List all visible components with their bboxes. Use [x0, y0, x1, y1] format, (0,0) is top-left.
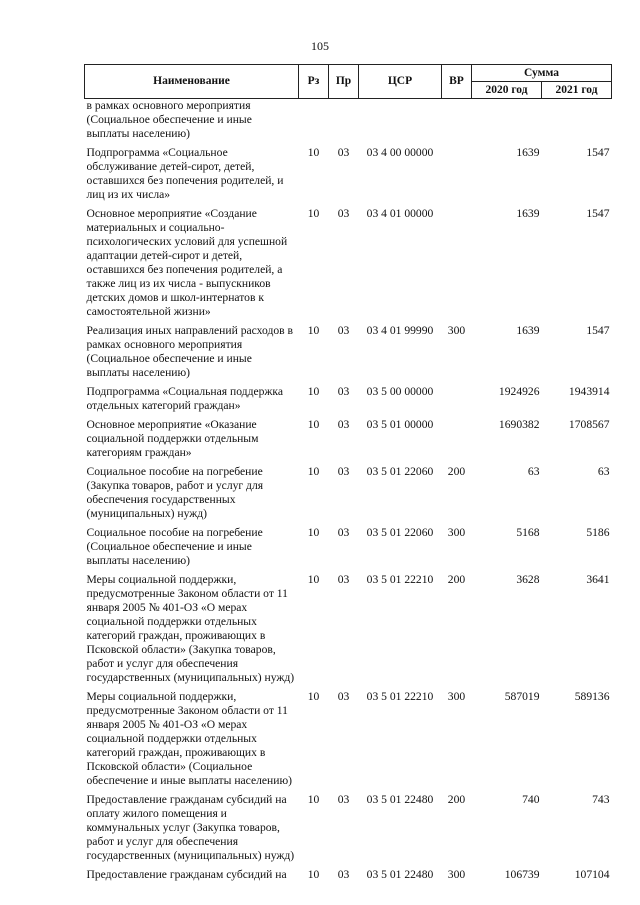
cell-csr: 03 5 01 22060 [366, 465, 434, 478]
cell-rz: 10 [307, 146, 320, 159]
cell-pr: 03 [337, 146, 350, 159]
table-row [85, 385, 612, 418]
header-year-2021: 2021 год [542, 82, 612, 99]
cell-csr: 03 4 00 00000 [366, 146, 434, 159]
cell-sum-2021: 743 [592, 793, 610, 806]
cell-vr: 200 [447, 465, 466, 478]
budget-table [84, 64, 612, 887]
cell-csr: 03 5 00 00000 [366, 385, 434, 398]
cell-pr: 03 [337, 690, 350, 703]
cell-pr: 03 [337, 868, 350, 881]
cell-sum-2020: 5168 [516, 526, 540, 539]
cell-pr: 03 [337, 465, 350, 478]
cell-sum-2021: 1943914 [568, 385, 610, 398]
cell-rz: 10 [307, 526, 320, 539]
cell-sum-2020: 1690382 [498, 418, 540, 431]
cell-csr: 03 4 01 99990 [366, 324, 434, 337]
cell-csr: 03 5 01 22210 [366, 573, 434, 586]
cell-sum-2020: 63 [527, 465, 540, 478]
cell-vr: 300 [447, 324, 466, 337]
cell-pr: 03 [337, 793, 350, 806]
cell-sum-2021: 1547 [586, 324, 610, 337]
header-name: Наименование [85, 65, 299, 99]
cell-rz: 10 [307, 418, 320, 431]
cell-rz: 10 [307, 573, 320, 586]
cell-name: Меры социальной поддержки, предусмотренные Законом области от 11 января 2005 № 401-ОЗ «О мерах социальной поддержки отдельных категорий граждан, проживающих в Псковской области» (Социальное обеспечение и иные выплаты населению) [86, 690, 292, 787]
cell-csr: 03 4 01 00000 [366, 207, 434, 220]
cell-sum-2021: 1547 [586, 207, 610, 220]
cell-sum-2020: 1639 [516, 324, 540, 337]
cell-name: Основное мероприятие «Оказание социальной поддержки отдельным категориям граждан» [86, 418, 259, 459]
table-header [85, 65, 612, 99]
header-vr: ВР [442, 65, 472, 99]
cell-sum-2021: 3641 [586, 573, 610, 586]
cell-name: Предоставление гражданам субсидий на оплату жилого помещения и коммунальных услуг (Закупка товаров, работ и услуг для обеспечения государственных (муниципальных) нужд) [86, 793, 295, 862]
cell-pr: 03 [337, 207, 350, 220]
table-row [85, 207, 612, 324]
header-sum: Сумма [472, 65, 612, 82]
table-row [85, 146, 612, 207]
cell-vr [442, 146, 472, 207]
header-csr: ЦСР [359, 65, 442, 99]
table-row [85, 690, 612, 793]
table-row [85, 324, 612, 385]
cell-sum-2021: 5186 [586, 526, 610, 539]
cell-vr: 200 [447, 573, 466, 586]
cell-name: Реализация иных направлений расходов в рамках основного мероприятия (Социальное обеспечение и иные выплаты населению) [86, 324, 293, 379]
cell-sum-2021: 1708567 [568, 418, 610, 431]
cell-sum-2021: 1547 [586, 146, 610, 159]
table-row [85, 465, 612, 526]
table-row [85, 573, 612, 690]
cell-vr: 200 [447, 793, 466, 806]
cell-pr: 03 [337, 324, 350, 337]
continuation-row [85, 99, 612, 147]
cell-rz: 10 [307, 690, 320, 703]
cell-sum-2021: 107104 [574, 868, 610, 881]
cell-pr: 03 [337, 573, 350, 586]
cell-rz: 10 [307, 868, 320, 881]
table-row [85, 868, 612, 887]
cell-name: Социальное пособие на погребение (Закупка товаров, работ и услуг для обеспечения государственных (муниципальных) нужд) [86, 465, 264, 520]
cell-sum-2021: 63 [597, 465, 610, 478]
cell-sum-2020: 106739 [504, 868, 540, 881]
cell-csr: 03 5 01 22060 [366, 526, 434, 539]
header-year-2020: 2020 год [472, 82, 542, 99]
table-row [85, 793, 612, 868]
cell-sum-2020: 740 [522, 793, 540, 806]
cell-vr: 300 [447, 526, 466, 539]
cell-name: Меры социальной поддержки, предусмотренные Законом области от 11 января 2005 № 401-ОЗ «О мерах социальной поддержки отдельных категорий граждан, проживающих в Псковской области» (Закупка товаров, работ и услуг для обеспечения государственных (муниципальных) нужд) [86, 573, 295, 684]
cell-name: Предоставление гражданам субсидий на [86, 868, 287, 881]
cell-name: Социальное пособие на погребение (Социальное обеспечение и иные выплаты населению) [86, 526, 263, 567]
cell-sum-2020: 1924926 [498, 385, 540, 398]
cell-vr [442, 385, 472, 418]
cell-pr: 03 [337, 418, 350, 431]
cell-csr: 03 5 01 22480 [366, 868, 434, 881]
cell-rz: 10 [307, 793, 320, 806]
cell-csr: 03 5 01 00000 [366, 418, 434, 431]
continuation-text: в рамках основного мероприятия (Социальное обеспечение и иные выплаты населению) [86, 99, 252, 140]
cell-sum-2020: 1639 [516, 146, 540, 159]
cell-sum-2020: 1639 [516, 207, 540, 220]
cell-rz: 10 [307, 465, 320, 478]
cell-name: Подпрограмма «Социальное обслуживание детей-сирот, детей, оставшихся без попечения родителей, и лиц из их числа» [86, 146, 284, 201]
cell-rz: 10 [307, 207, 320, 220]
cell-pr: 03 [337, 526, 350, 539]
cell-vr [442, 207, 472, 324]
header-pr: Пр [329, 65, 359, 99]
cell-rz: 10 [307, 385, 320, 398]
cell-sum-2021: 589136 [574, 690, 610, 703]
cell-name: Подпрограмма «Социальная поддержка отдельных категорий граждан» [86, 385, 284, 412]
table-body [85, 99, 612, 888]
cell-rz: 10 [307, 324, 320, 337]
header-rz: Рз [299, 65, 329, 99]
table-row [85, 526, 612, 573]
cell-pr: 03 [337, 385, 350, 398]
table-row [85, 418, 612, 465]
cell-csr: 03 5 01 22480 [366, 793, 434, 806]
cell-csr: 03 5 01 22210 [366, 690, 434, 703]
cell-sum-2020: 3628 [516, 573, 540, 586]
page-number: 105 [311, 39, 329, 53]
cell-vr: 300 [447, 868, 466, 881]
cell-vr: 300 [447, 690, 466, 703]
cell-vr [442, 418, 472, 465]
cell-name: Основное мероприятие «Создание материальных и социально-психологических условий для успешной адаптации детей-сирот и детей, оставшихся без попечения родителей, а также лиц из их числа - выпускников детских домов и школ-интернатов к самостоятельной жизни» [86, 207, 288, 318]
cell-sum-2020: 587019 [504, 690, 540, 703]
